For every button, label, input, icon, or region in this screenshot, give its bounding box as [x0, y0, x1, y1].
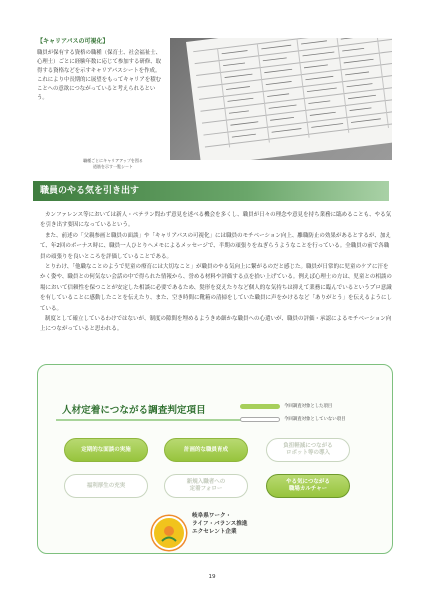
paragraph: とりわけ、「他職なことのようで児童の療育には大切なこと」が職員のやる気向上に繋がるのだと感じた。職員が日常的に児童のケアに汗をかく姿や、職員との何気ない会話の中で得られた情報から、誉める材料や評価する点を拾い上げている。例えば心理士の方は、児童との相談の場において信頼性を保つことが安定した相談に必要であるため、髪形を変えたりなど個人的な気持ちは抑えて業務に臨んでいるというプロ意識を有していることに感動したことを伝えたり、また、空き時間に靴箱の清掃をしていた職員に声をかけるなど「ありがとう」を伝えるようにしている。 — [40, 264, 393, 312]
legend-applied-label: 今回調査対象とした項目 — [284, 404, 333, 409]
certification-name: 岐阜県ワーク・ ライフ・バランス推進 エクセレント企業 — [192, 513, 248, 535]
legend-not-applied-swatch — [240, 417, 280, 422]
sheet-document — [186, 38, 392, 160]
criteria-item-regular-interview: 定期的な面談の実施 — [64, 438, 148, 462]
paragraph: カンファレンス等においては新人・ベテラン問わず意見を述べる機会を多くし、職員が日々の理念や意見を持ち業務に臨めることも、やる気を引き出す要因になっているという。 — [40, 212, 392, 229]
photo-caption: 職種ごとにキャリアアップを図る 道筋を示す一覧シート — [83, 158, 143, 169]
career-path-sheet-photo — [170, 38, 392, 160]
legend-not-applied-label: 今回調査対象としていない項目 — [284, 417, 346, 422]
evaluation-title: 人材定着につながる調査判定項目 — [62, 405, 206, 416]
body-text — [40, 210, 392, 335]
paragraph: また、前述の「父親参画と職員の面談」や「キャリアパスの可視化」には職員のモチベーション向上、離職防止の効果があるとするが、加えて、年2回のボーナス時に、職員一人ひとりへメモによるメッセージで、半期の頑張りをねぎらうようなことを行っている。全職員の前で各職員の頑張りを良いところを評価していることである。 — [40, 232, 391, 260]
page-number: 19 — [208, 574, 216, 580]
legend-applied-swatch — [240, 404, 280, 409]
criteria-item-robot-introduction: 負担軽減につながる ロボット等の導入 — [266, 438, 350, 462]
section-header — [33, 181, 389, 201]
certification-emblem-icon — [157, 521, 181, 545]
criteria-item-workplace-culture: やる気につながる 職場カルチャー — [266, 474, 350, 498]
career-path-box — [37, 38, 165, 156]
criteria-item-new-hire-follow: 新規入職者への 定着フォロー — [164, 474, 248, 498]
title-underline — [56, 419, 246, 421]
paragraph: 制度として確立しているわけではないが、制度の隙間を埋めるようきめ細かな職員への心遣いが、職員の評価・承認によるモチベーション向上につながっていると思われる。 — [40, 316, 392, 333]
certification-badge — [152, 516, 186, 550]
section-title: 職員のやる気を引き出す — [40, 186, 140, 196]
career-path-description: 職員が保有する資格の職種（保育士、社会福祉士、心理士）ごとに経験年数に応じて参加する研修、取得する資格などを示すキャリアパスシートを作成。これにより中長期的に展望をもってキャリアを積むことへの意欲につながっていると考えられるという。 — [37, 50, 161, 101]
career-path-title: 【キャリアパスの可視化】 — [37, 38, 109, 45]
criteria-item-planned-training: 計画的な職員育成 — [164, 438, 248, 462]
criteria-item-welfare: 福利厚生の充実 — [64, 474, 148, 498]
sheet-text-lines-icon — [186, 38, 392, 160]
